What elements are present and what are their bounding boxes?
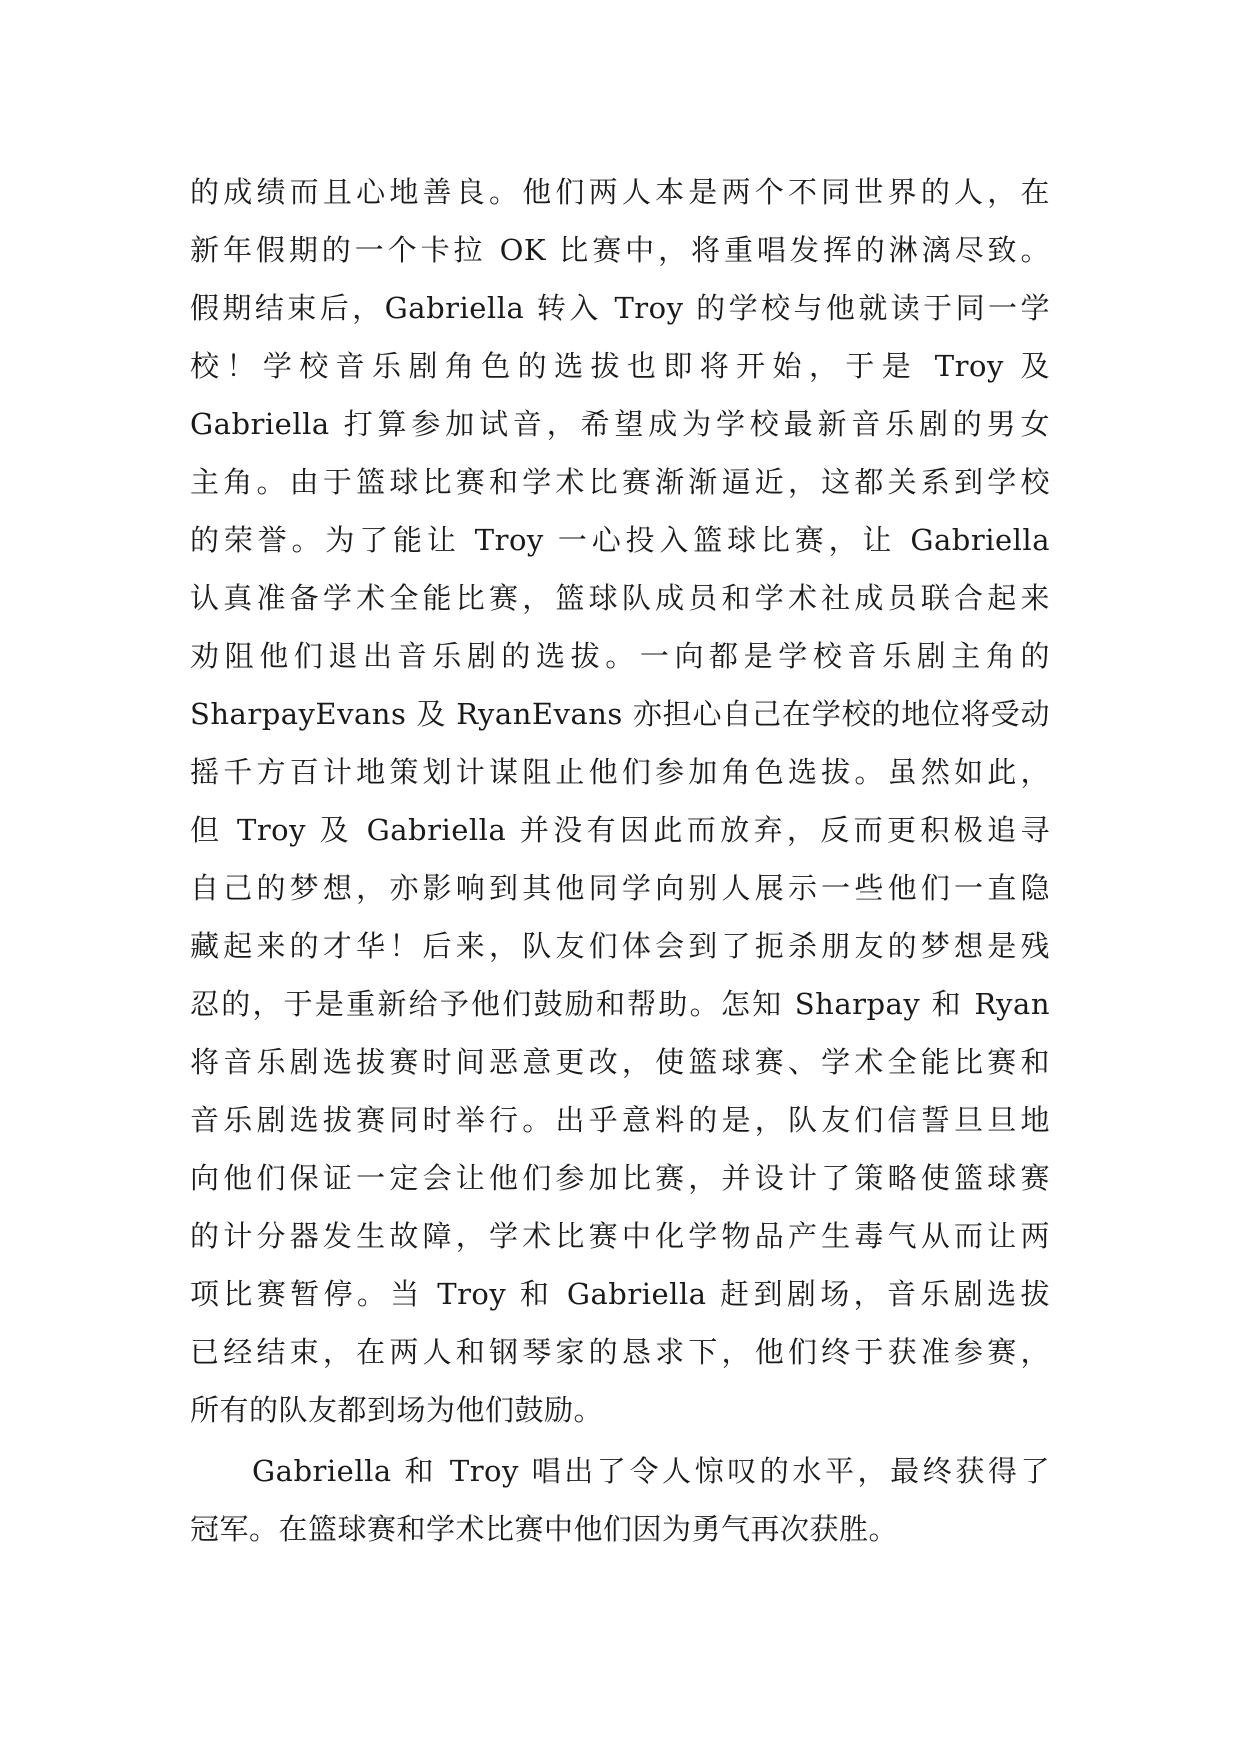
text-line: 的计分器发生故障，学术比赛中化学物品产生毒气从而让两	[190, 1219, 1050, 1253]
text-line: 但 Troy 及 Gabriella 并没有因此而放弃，反而更积极追寻	[190, 813, 1050, 847]
text-line: SharpayEvans 及 RyanEvans 亦担心自己在学校的地位将受动	[190, 697, 1050, 731]
text-line: 向他们保证一定会让他们参加比赛，并设计了策略使篮球赛	[190, 1161, 1050, 1195]
text-line: 劝阻他们退出音乐剧的选拔。一向都是学校音乐剧主角的	[190, 639, 1050, 673]
text-line: 冠军。在篮球赛和学术比赛中他们因为勇气再次获胜。	[190, 1512, 899, 1546]
text-line: 校！学校音乐剧角色的选拔也即将开始，于是 Troy 及	[190, 349, 1050, 383]
text-line: 藏起来的才华！后来，队友们体会到了扼杀朋友的梦想是残	[190, 929, 1050, 963]
text-line: 已经结束，在两人和钢琴家的恳求下，他们终于获准参赛，	[190, 1335, 1050, 1369]
text-line: 假期结束后，Gabriella 转入 Troy 的学校与他就读于同一学	[190, 291, 1050, 325]
text-line: 新年假期的一个卡拉 OK 比赛中，将重唱发挥的淋漓尽致。	[190, 233, 1050, 267]
text-line: 的成绩而且心地善良。他们两人本是两个不同世界的人，在	[190, 175, 1050, 209]
text-line: 自己的梦想，亦影响到其他同学向别人展示一些他们一直隐	[190, 871, 1050, 905]
text-line: 所有的队友都到场为他们鼓励。	[190, 1393, 604, 1427]
text-line: 摇千方百计地策划计谋阻止他们参加角色选拔。虽然如此，	[190, 755, 1050, 789]
text-line: Gabriella 打算参加试音，希望成为学校最新音乐剧的男女	[190, 407, 1050, 441]
text-line: 项比赛暂停。当 Troy 和 Gabriella 赶到剧场，音乐剧选拔	[190, 1277, 1050, 1311]
text-line: 音乐剧选拔赛同时举行。出乎意料的是，队友们信誓旦旦地	[190, 1103, 1050, 1137]
text-line: 忍的，于是重新给予他们鼓励和帮助。怎知 Sharpay 和 Ryan	[190, 987, 1050, 1021]
text-line: 将音乐剧选拔赛时间恶意更改，使篮球赛、学术全能比赛和	[190, 1045, 1050, 1079]
body-paragraph-1	[190, 163, 1050, 1439]
text-line: Gabriella 和 Troy 唱出了令人惊叹的水平，最终获得了	[252, 1454, 1050, 1488]
body-paragraph-2	[190, 1442, 1050, 1558]
text-line: 的荣誉。为了能让 Troy 一心投入篮球比赛，让 Gabriella	[190, 523, 1050, 557]
text-line: 认真准备学术全能比赛，篮球队成员和学术社成员联合起来	[190, 581, 1050, 615]
text-line: 主角。由于篮球比赛和学术比赛渐渐逼近，这都关系到学校	[190, 465, 1050, 499]
